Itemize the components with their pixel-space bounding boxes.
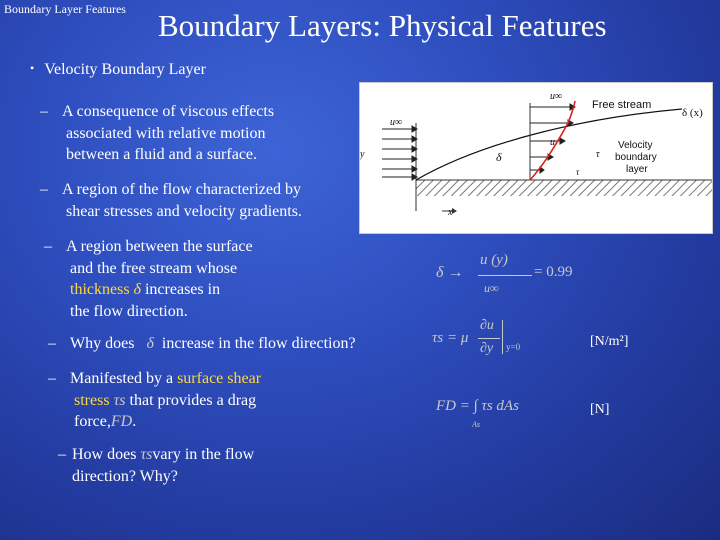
derivative-bar <box>478 338 500 339</box>
du-numerator: ∂u <box>480 318 494 333</box>
area-subscript: As <box>472 420 480 429</box>
drag-integral: FD = ∫ τs dAs <box>436 398 519 414</box>
fraction-denominator: u∞ <box>484 281 499 295</box>
x-arrow-head <box>452 208 457 214</box>
bullet-dot: • <box>30 61 35 75</box>
u-label: u <box>550 137 555 148</box>
dash-marker: – <box>48 370 56 387</box>
corner-label: Boundary Layer Features <box>4 2 126 16</box>
dy-denominator: ∂y <box>480 341 494 356</box>
dash-marker: – <box>58 446 66 463</box>
main-bullet-text: Velocity Boundary Layer <box>44 61 206 78</box>
shear-stress-equation <box>432 318 552 364</box>
item-3-line-4: the flow direction. <box>70 302 188 320</box>
dash-marker: – <box>40 103 48 120</box>
delta-arrow-lhs: δ → <box>436 264 464 281</box>
item-5-line-3: force, <box>74 413 111 430</box>
fraction-numerator: u (y) <box>480 252 508 268</box>
dash-marker: – <box>44 238 52 255</box>
delta-label: δ <box>496 150 502 164</box>
velocity-bl-label-3: layer <box>626 164 648 175</box>
drag-force-unit: [N] <box>590 402 610 417</box>
delta-symbol: δ <box>146 335 154 352</box>
inflow-arrows <box>382 126 417 180</box>
item-5-line-2-rest: that provides a drag <box>129 391 257 409</box>
item-1-line-2: associated with relative motion <box>66 124 266 142</box>
evaluation-subscript: y=0 <box>506 342 521 352</box>
bullet-item-1 <box>40 101 274 166</box>
item-3-line-1: A region between the surface <box>66 238 253 255</box>
main-bullet <box>30 61 206 79</box>
tau-label-lower: τ <box>576 167 580 177</box>
item-1-line-1: A consequence of viscous effects <box>62 103 275 120</box>
boundary-layer-figure <box>359 82 713 234</box>
item-5-line-3-end: . <box>132 413 137 430</box>
x-axis-label: x <box>448 207 453 218</box>
delta-definition-equation <box>436 250 586 302</box>
tau-label: τ <box>596 149 600 160</box>
item-2-line-1: A region of the flow characterized by <box>62 181 302 198</box>
bullet-item-5 <box>48 368 261 433</box>
bullet-item-3 <box>44 236 253 322</box>
bullet-item-6 <box>58 444 254 487</box>
evaluation-bar <box>502 320 503 354</box>
item-3-line-2: and the free stream whose <box>70 259 238 277</box>
velocity-bl-label-1: Velocity <box>618 140 653 151</box>
item-4-post: increase in the flow direction? <box>161 335 356 352</box>
bullet-item-4 <box>48 333 356 355</box>
item-4-pre: Why does <box>70 335 135 352</box>
shear-stress-unit: [N/m²] <box>590 334 629 349</box>
tau-mu-lhs: τs = μ <box>432 330 469 346</box>
drag-symbol: FD <box>110 413 133 430</box>
item-6-line-2: direction? Why? <box>72 467 178 485</box>
item-2-line-2: shear stresses and velocity gradients. <box>66 202 302 220</box>
dash-marker: – <box>48 335 56 352</box>
item-1-line-3: between a fluid and a surface. <box>66 146 258 163</box>
u-inf-top-label: u∞ <box>550 91 563 102</box>
free-stream-label: Free stream <box>592 99 652 111</box>
fraction-bar <box>478 275 532 276</box>
drag-force-equation <box>436 396 556 436</box>
dash-marker: – <box>40 181 48 198</box>
tau-symbol: τs <box>140 446 153 463</box>
item-5-highlight: surface shear <box>177 370 262 387</box>
item-5-pre: Manifested by a <box>70 370 174 387</box>
item-6-pre: How does <box>72 446 137 463</box>
item-3-line-3-rest: increases in <box>144 281 221 298</box>
bullet-item-2 <box>40 179 302 222</box>
plate-surface <box>416 180 712 196</box>
tau-symbol: τs <box>113 391 126 409</box>
slide-title: Boundary Layers: Physical Features <box>158 8 607 43</box>
delta-x-label: δ (x) <box>682 107 703 119</box>
item-3-highlight: thickness <box>70 281 130 298</box>
velocity-bl-label-2: boundary <box>615 152 657 163</box>
equals-099: = 0.99 <box>534 264 573 280</box>
boundary-layer-diagram <box>360 83 712 233</box>
item-5-highlight-2: stress <box>74 391 110 409</box>
item-6-post: vary in the flow <box>152 446 255 463</box>
y-axis-label: y <box>360 149 365 160</box>
u-inf-left-label: u∞ <box>390 117 403 128</box>
delta-symbol: δ <box>133 281 141 298</box>
